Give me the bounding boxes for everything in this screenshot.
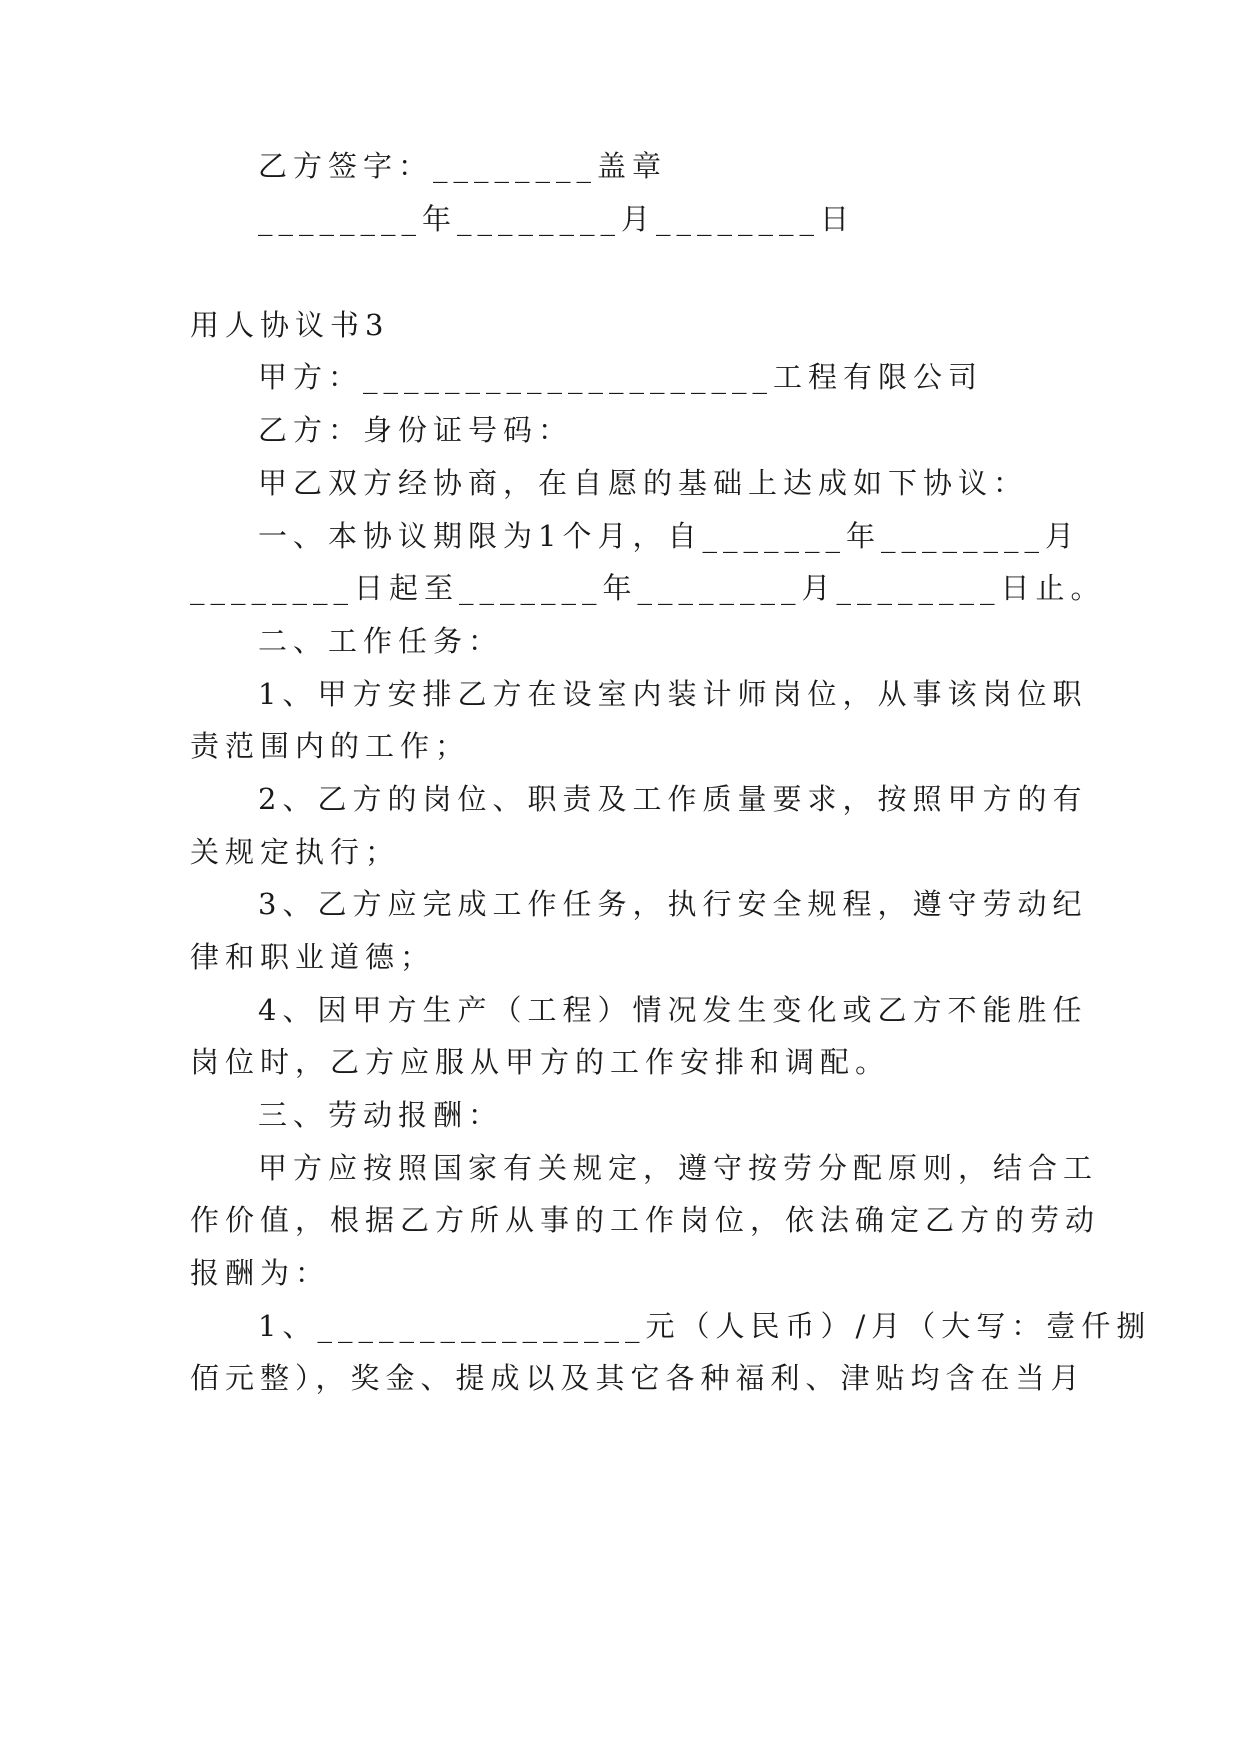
text-line: 佰元整），奖金、提成以及其它各种福利、津贴均含在当月: [190, 1361, 1086, 1395]
text-line: 1、________________元（人民币）/月（大写：壹仟捌: [258, 1309, 1152, 1343]
text-line: 关规定执行；: [190, 835, 401, 869]
text-line: 甲乙双方经协商，在自愿的基础上达成如下协议：: [258, 466, 1029, 500]
pay-paragraph: [258, 1148, 1124, 1188]
text-line: 岗位时，乙方应服从甲方的工作安排和调配。: [190, 1045, 891, 1079]
task-item-2: [258, 779, 1124, 819]
section-heading-3: [258, 1095, 1124, 1135]
section-heading-2: [258, 621, 1124, 661]
text-line: 乙方：身份证号码：: [258, 413, 574, 447]
text-line: 律和职业道德；: [190, 940, 436, 974]
text-line: ________日起至_______年________月________日止。: [190, 571, 1106, 605]
text-line: 责范围内的工作；: [190, 729, 471, 763]
text-line: 作价值，根据乙方所从事的工作岗位，依法确定乙方的劳动: [190, 1203, 1101, 1237]
task-item-1: [258, 674, 1124, 714]
task-item-4-continued: [190, 1042, 1056, 1082]
text-line: 2、乙方的岗位、职责及工作质量要求，按照甲方的有: [258, 782, 1088, 816]
text-line: 乙方签字：________盖章: [258, 149, 668, 183]
text-line: 1、甲方安排乙方在设室内装计师岗位，从事该岗位职: [258, 677, 1088, 711]
task-item-4: [258, 990, 1124, 1030]
task-item-2-continued: [190, 832, 1056, 872]
text-line: 3、乙方应完成工作任务，执行安全规程，遵守劳动纪: [258, 887, 1088, 921]
term-clause-continued: [190, 568, 1106, 608]
section-title: [190, 305, 1056, 345]
text-line: 一、本协议期限为1个月，自_______年________月: [258, 519, 1080, 553]
party-a-line: [258, 357, 1124, 397]
date-line: [258, 199, 1124, 239]
agreement-intro: [258, 463, 1124, 503]
term-clause: [258, 516, 1124, 556]
text-line: ________年________月________日: [258, 202, 856, 236]
pay-paragraph-line-2: [190, 1200, 1101, 1240]
task-item-3-continued: [190, 937, 1056, 977]
task-item-1-continued: [190, 726, 1056, 766]
text-line: 二、工作任务：: [258, 624, 504, 658]
text-line: 用人协议书3: [190, 308, 390, 342]
pay-item-1-continued: [190, 1358, 1086, 1398]
text-line: 报酬为：: [190, 1256, 331, 1290]
party-b-id-line: [258, 410, 1124, 450]
text-line: 甲方应按照国家有关规定，遵守按劳分配原则，结合工: [258, 1151, 1099, 1185]
text-line: 三、劳动报酬：: [258, 1098, 504, 1132]
pay-paragraph-line-3: [190, 1253, 1056, 1293]
party-b-signature-line: [258, 146, 1124, 186]
text-line: 4、因甲方生产（工程）情况发生变化或乙方不能胜任: [258, 993, 1088, 1027]
pay-item-1: [258, 1306, 1152, 1346]
task-item-3: [258, 884, 1124, 924]
text-line: 甲方：____________________工程有限公司: [258, 360, 984, 394]
